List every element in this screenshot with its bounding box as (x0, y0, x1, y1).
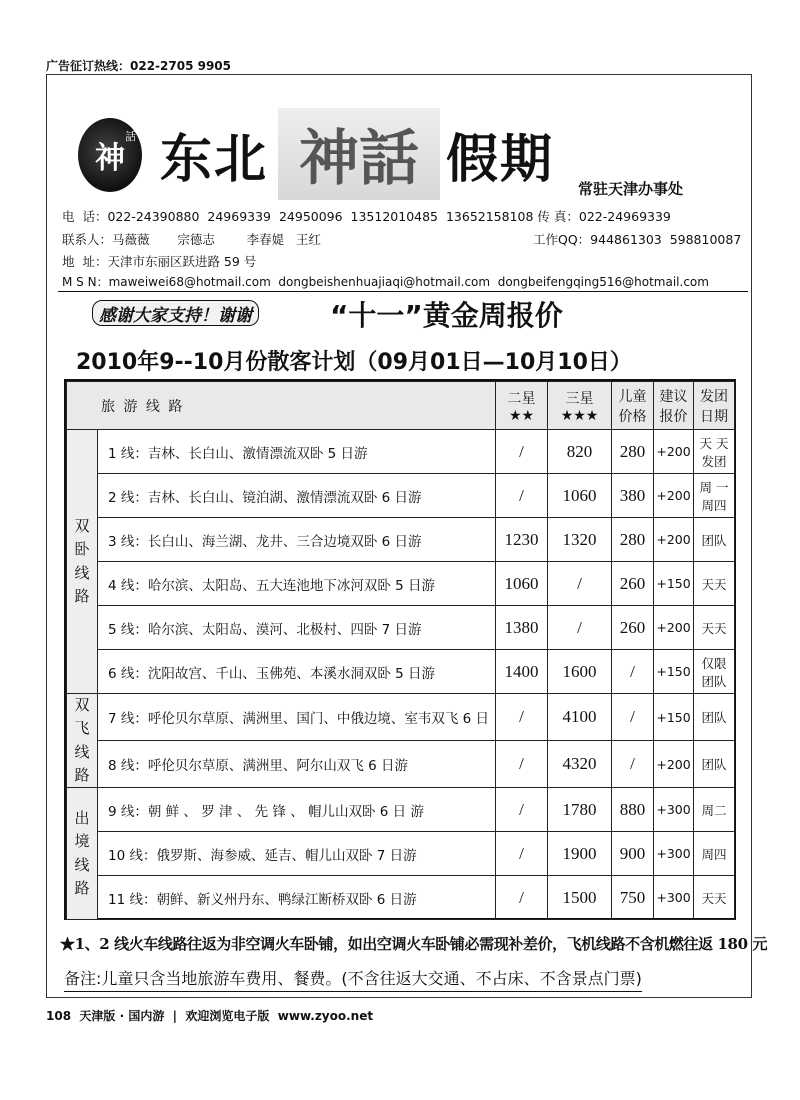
table-row (67, 788, 735, 832)
child-price-cell: 260 (612, 606, 654, 650)
depart-cell: 天 天 发团 (694, 430, 735, 474)
route-cell: 8 线：呼伦贝尔草原、满洲里、阿尔山双飞 6 日游 (98, 741, 496, 788)
brand-jiaqi: 假期 (446, 128, 555, 190)
header-suggest-l1: 建议 (659, 388, 688, 405)
contact-phone: 电 话：022-24390880 24969339 24950096 13512010485 13652158108 传 真：022-24969339 (62, 209, 671, 224)
logo-badge-icon (78, 118, 142, 192)
contact-address: 地 址：天津市东丽区跃进路 59 号 (62, 254, 257, 269)
child-price-cell: 900 (612, 832, 654, 876)
child-price-cell: / (612, 741, 654, 788)
two-star-cell: 1400 (496, 650, 548, 694)
route-cell: 7 线：呼伦贝尔草原、满洲里、国门、中俄边境、室韦双飞 6 日 (98, 694, 496, 741)
table-row (67, 562, 735, 606)
header-route: 旅 游 线 路 (67, 382, 496, 430)
ad-hotline: 广告征订热线：022-2705 9905 (46, 59, 232, 73)
contact-msn: M S N：maweiwei68@hotmail.com dongbeishenhuajiaqi@hotmail.com dongbeifengqing516@hotmail.com (62, 275, 709, 289)
depart-cell: 团队 (694, 741, 735, 788)
three-star-cell: 4320 (548, 741, 612, 788)
depart-cell: 周四 (694, 832, 735, 876)
child-price-cell: 280 (612, 430, 654, 474)
route-cell: 9 线：朝 鲜 、 罗 津 、 先 锋 、 帽儿山双卧 6 日 游 (98, 788, 496, 832)
child-price-cell: / (612, 694, 654, 741)
depart-cell: 团队 (694, 518, 735, 562)
three-star-cell: 1900 (548, 832, 612, 876)
header-suggest-l2: 报价 (659, 408, 688, 425)
three-star-cell: 820 (548, 430, 612, 474)
contact-qq: 工作QQ：944861303 598810087 (533, 232, 742, 247)
two-star-cell: 1230 (496, 518, 548, 562)
two-star-cell: / (496, 741, 548, 788)
depart-cell: 天天 (694, 562, 735, 606)
header-two-star-label: 二星 (507, 390, 536, 407)
group-double-sleeper-label: 双卧线路 (74, 517, 90, 605)
brand-dongbei: 东北 (160, 128, 269, 190)
headline: “十一”黄金周报价 (330, 299, 563, 332)
table-row (67, 650, 735, 694)
two-star-cell: 1380 (496, 606, 548, 650)
suggest-cell: +300 (654, 832, 694, 876)
header-two-star-stars: ★★ (508, 407, 535, 424)
child-price-cell: 880 (612, 788, 654, 832)
depart-cell: 团队 (694, 694, 735, 741)
brand-shenhua: 神話 (278, 108, 440, 200)
group-outbound-label: 出境线路 (74, 809, 90, 897)
child-price-cell: 280 (612, 518, 654, 562)
three-star-cell: 4100 (548, 694, 612, 741)
route-cell: 11 线：朝鲜、新义州丹东、鸭绿江断桥双卧 6 日游 (98, 876, 496, 920)
table-row (67, 832, 735, 876)
suggest-cell: +200 (654, 741, 694, 788)
two-star-cell: / (496, 430, 548, 474)
suggest-cell: +200 (654, 606, 694, 650)
route-cell: 10 线：俄罗斯、海参威、延吉、帽儿山双卧 7 日游 (98, 832, 496, 876)
header-three-star-label: 三星 (565, 390, 594, 407)
group-double-sleeper (67, 430, 98, 694)
child-price-cell: 380 (612, 474, 654, 518)
header-three-star-stars: ★★★ (560, 407, 599, 424)
table-row (67, 430, 735, 474)
child-price-cell: 260 (612, 562, 654, 606)
header-suggest (654, 382, 694, 430)
depart-cell: 仅限 团队 (694, 650, 735, 694)
two-star-cell: / (496, 788, 548, 832)
suggest-cell: +150 (654, 562, 694, 606)
header-child-l1: 儿童 (618, 388, 647, 405)
table-row (67, 694, 735, 741)
contact-people: 联系人：马薇薇 宗德志 李春媞 王红 (62, 232, 322, 247)
logo-badge-small: 話 (125, 130, 136, 143)
three-star-cell: 1320 (548, 518, 612, 562)
two-star-cell: / (496, 832, 548, 876)
table-row (67, 474, 735, 518)
note-train: ★1、2 线火车线路往返为非空调火车卧铺，如出空调火车卧铺必需现补差价，飞机线路不含机燃往返 180 元 (60, 935, 768, 953)
plan-subhead: 2010年9--10月份散客计划（09月01日—10月10日） (76, 350, 632, 375)
office-label: 常驻天津办事处 (578, 180, 684, 198)
header-child-l2: 价格 (618, 408, 647, 425)
three-star-cell: / (548, 606, 612, 650)
header-two-star (496, 382, 548, 430)
group-outbound (67, 788, 98, 920)
three-star-cell: 1060 (548, 474, 612, 518)
table-row (67, 876, 735, 920)
header-child (612, 382, 654, 430)
thanks-banner: 感谢大家支持！谢谢 (92, 300, 259, 326)
route-cell: 1 线：吉林、长白山、激情漂流双卧 5 日游 (98, 430, 496, 474)
suggest-cell: +300 (654, 788, 694, 832)
depart-cell: 天天 (694, 876, 735, 920)
route-cell: 5 线：哈尔滨、太阳岛、漠河、北极村、四卧 7 日游 (98, 606, 496, 650)
three-star-cell: / (548, 562, 612, 606)
header-depart-l2: 日期 (700, 408, 729, 425)
header-depart (694, 382, 735, 430)
suggest-cell: +200 (654, 518, 694, 562)
child-price-cell: / (612, 650, 654, 694)
table-row (67, 741, 735, 788)
suggest-cell: +150 (654, 694, 694, 741)
note-child: 备注:儿童只含当地旅游车费用、餐费。(不含往返大交通、不占床、不含景点门票) (64, 966, 642, 992)
suggest-cell: +300 (654, 876, 694, 920)
header-divider (58, 291, 748, 292)
two-star-cell: / (496, 694, 548, 741)
table-row (67, 606, 735, 650)
depart-cell: 周二 (694, 788, 735, 832)
route-cell: 4 线：哈尔滨、太阳岛、五大连池地下冰河双卧 5 日游 (98, 562, 496, 606)
group-double-flight-label: 双飞线路 (74, 696, 90, 784)
table-row (67, 518, 735, 562)
route-cell: 6 线：沈阳故宫、千山、玉佛苑、本溪水洞双卧 5 日游 (98, 650, 496, 694)
two-star-cell: 1060 (496, 562, 548, 606)
child-price-cell: 750 (612, 876, 654, 920)
two-star-cell: / (496, 876, 548, 920)
price-table (64, 379, 736, 920)
group-double-flight (67, 694, 98, 788)
two-star-cell: / (496, 474, 548, 518)
three-star-cell: 1500 (548, 876, 612, 920)
depart-cell: 天天 (694, 606, 735, 650)
header-three-star (548, 382, 612, 430)
header-depart-l1: 发团 (700, 388, 729, 405)
suggest-cell: +150 (654, 650, 694, 694)
three-star-cell: 1600 (548, 650, 612, 694)
suggest-cell: +200 (654, 474, 694, 518)
suggest-cell: +200 (654, 430, 694, 474)
route-cell: 3 线：长白山、海兰湖、龙井、三合边境双卧 6 日游 (98, 518, 496, 562)
three-star-cell: 1780 (548, 788, 612, 832)
logo-badge-big: 神 (95, 141, 125, 176)
depart-cell: 周 一 周四 (694, 474, 735, 518)
page-footer: 108 天津版 · 国内游 | 欢迎浏览电子版 www.zyoo.net (46, 1009, 374, 1023)
route-cell: 2 线：吉林、长白山、镜泊湖、激情漂流双卧 6 日游 (98, 474, 496, 518)
